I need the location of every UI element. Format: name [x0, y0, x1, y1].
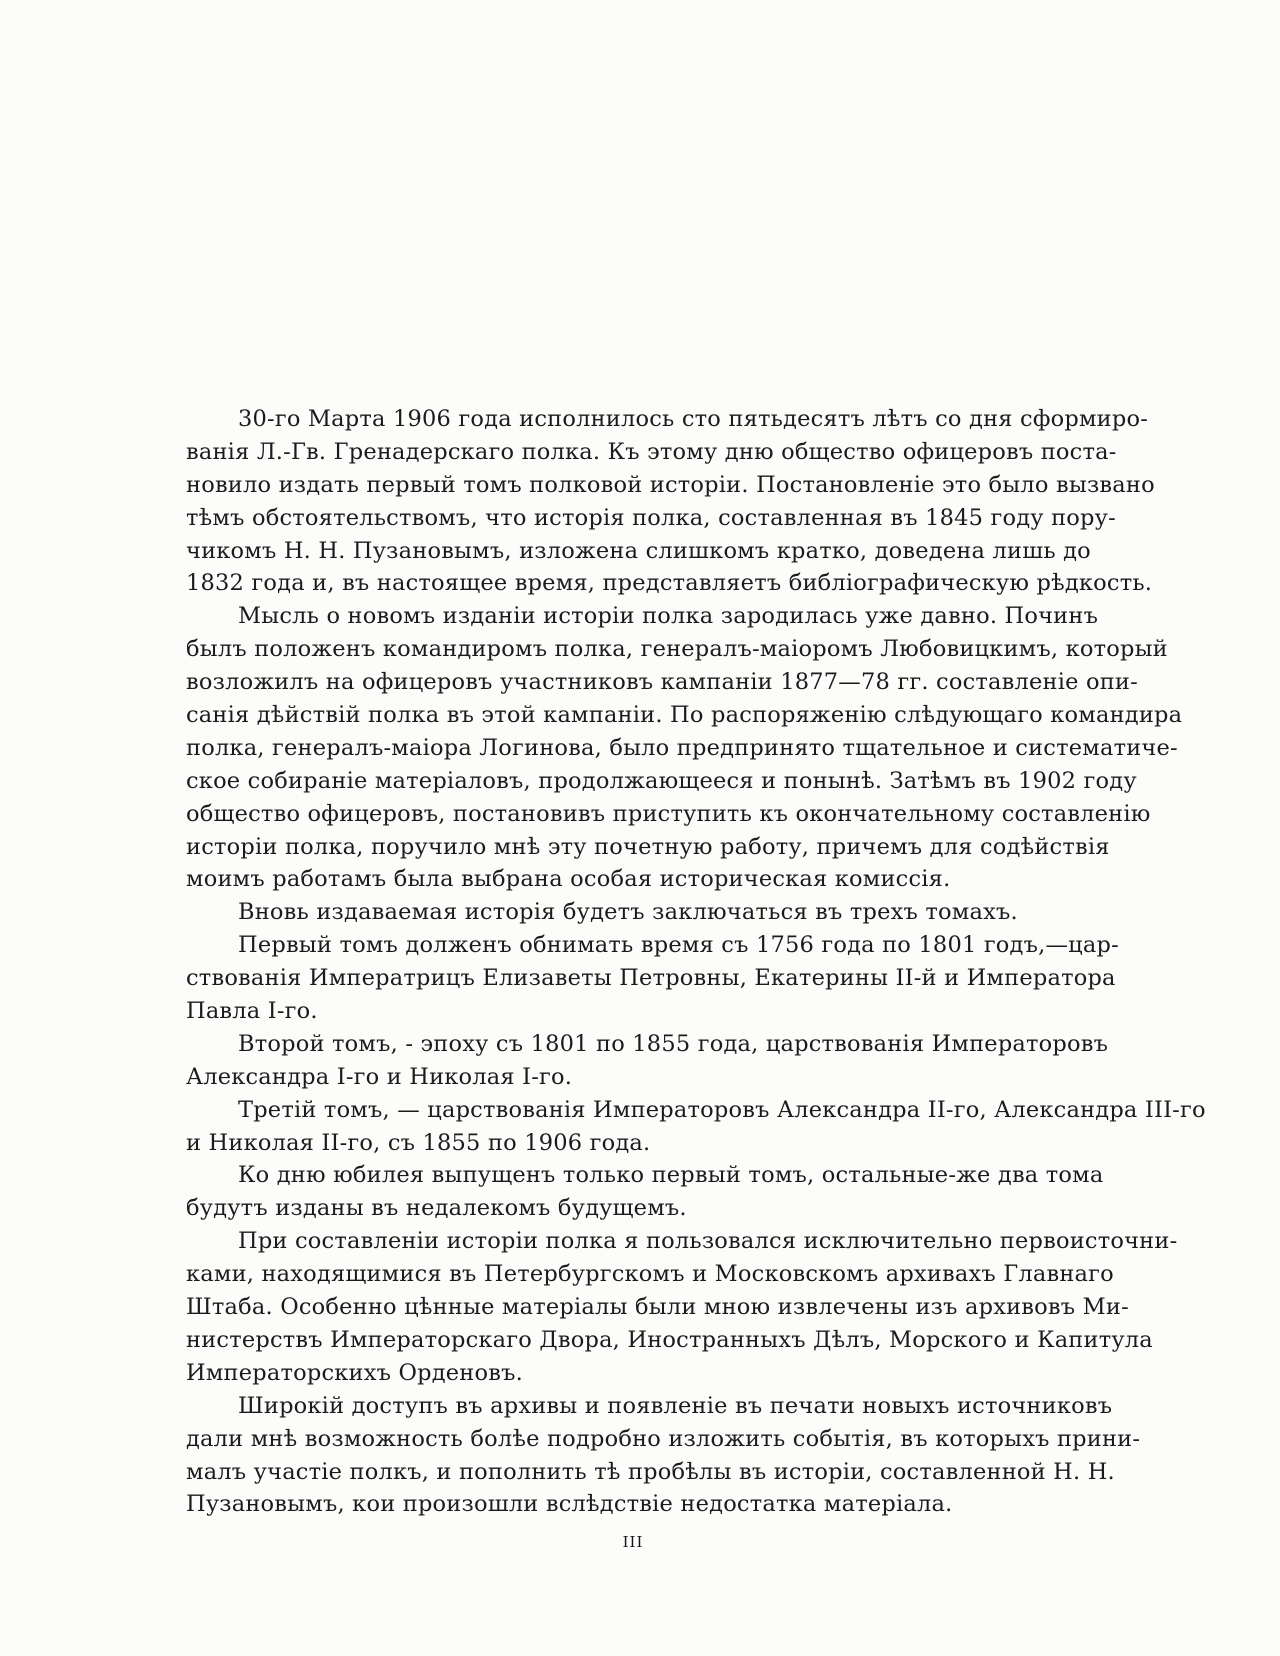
- paragraph: [186, 896, 1080, 929]
- text-line: Штаба. Особенно цѣнные матеріалы были мною извлечены изъ архивовъ Ми-: [186, 1294, 1129, 1321]
- page-number: III: [622, 1533, 644, 1551]
- text-line: санія дѣйствій полка въ этой кампаніи. По распоряженію слѣдующаго командира: [186, 702, 1183, 729]
- text-line: Третій томъ, — царствованія Императоровъ Александра II-го, Александра III-го: [238, 1096, 1206, 1123]
- text-line: тѣмъ обстоятельствомъ, что исторія полка, составленная въ 1845 году пору-: [186, 504, 1116, 531]
- paragraph: [186, 600, 1183, 896]
- text-line: чикомъ Н. Н. Пузановымъ, изложена слишкомъ кратко, доведена лишь до: [186, 537, 1091, 564]
- text-line: Первый томъ долженъ обнимать время съ 1756 года по 1801 годъ,—цар-: [238, 932, 1119, 959]
- text-line: ванія Л.-Гв. Гренадерскаго полка. Къ этому дню общество офицеровъ поста-: [186, 438, 1117, 465]
- paragraph: [186, 403, 1155, 600]
- text-line: дали мнѣ возможность болѣе подробно изложить событія, въ которыхъ прини-: [186, 1425, 1141, 1452]
- text-line: малъ участіе полкъ, и пополнить тѣ пробѣлы въ исторіи, составленной Н. Н.: [186, 1458, 1115, 1485]
- text-line: Мысль о новомъ изданіи исторіи полка зародилась уже давно. Починъ: [238, 603, 1099, 630]
- text-line: Широкій доступъ въ архивы и появленіе въ печати новыхъ источниковъ: [238, 1392, 1113, 1419]
- text-line: Александра I-го и Николая I-го.: [186, 1063, 573, 1090]
- text-line: возложилъ на офицеровъ участниковъ кампаніи 1877—78 гг. составленіе опи-: [186, 669, 1138, 696]
- text-line: 1832 года и, въ настоящее время, представляетъ библіографическую рѣдкость.: [186, 570, 1153, 597]
- text-line: новило издать первый томъ полковой исторіи. Постановленіе это было вызвано: [186, 471, 1155, 498]
- text-line: ками, находящимися въ Петербургскомъ и Московскомъ архивахъ Главнаго: [186, 1261, 1114, 1288]
- paragraph: [186, 929, 1119, 1028]
- text-line: моимъ работамъ была выбрана особая историческая комиссія.: [186, 866, 951, 893]
- text-line: Второй томъ, - эпоху съ 1801 по 1855 года, царствованія Императоровъ: [238, 1030, 1109, 1057]
- paragraph: [186, 1159, 1104, 1225]
- text-line: общество офицеровъ, постановивъ приступить къ окончательному составленію: [186, 800, 1151, 827]
- paragraph: [186, 1225, 1178, 1389]
- text-line: При составленіи исторіи полка я пользовался исключительно первоисточни-: [238, 1228, 1178, 1255]
- preface-text: [186, 403, 1206, 1521]
- text-line: былъ положенъ командиромъ полка, генералъ-маіоромъ Любовицкимъ, который: [186, 636, 1168, 663]
- text-line: Вновь издаваемая исторія будетъ заключаться въ трехъ томахъ.: [238, 899, 1018, 926]
- text-line: будутъ изданы въ недалекомъ будущемъ.: [186, 1195, 687, 1222]
- text-line: и Николая II-го, съ 1855 по 1906 года.: [186, 1129, 651, 1156]
- paragraph: [186, 1390, 1141, 1522]
- text-line: Павла I-го.: [186, 998, 318, 1025]
- text-line: Ко дню юбилея выпущенъ только первый томъ, остальные-же два тома: [238, 1162, 1104, 1189]
- text-line: ское собираніе матеріаловъ, продолжающееся и понынѣ. Затѣмъ въ 1902 году: [186, 767, 1137, 794]
- text-line: нистерствъ Императорскаго Двора, Иностранныхъ Дѣлъ, Морского и Капитула: [186, 1326, 1153, 1353]
- paragraph: [186, 1028, 1109, 1094]
- text-line: полка, генералъ-маіора Логинова, было предпринято тщательное и систематиче-: [186, 734, 1178, 761]
- paragraph: [186, 1094, 1206, 1160]
- text-line: 30-го Марта 1906 года исполнилось сто пятьдесятъ лѣтъ со дня сформиро-: [238, 406, 1149, 432]
- text-line: Пузановымъ, кои произошли вслѣдствіе недостатка матеріала.: [186, 1491, 953, 1518]
- text-line: ствованія Императрицъ Елизаветы Петровны, Екатерины II-й и Императора: [186, 965, 1116, 992]
- text-line: исторіи полка, поручило мнѣ эту почетную работу, причемъ для содѣйствія: [186, 833, 1110, 860]
- text-line: Императорскихъ Орденовъ.: [186, 1359, 523, 1386]
